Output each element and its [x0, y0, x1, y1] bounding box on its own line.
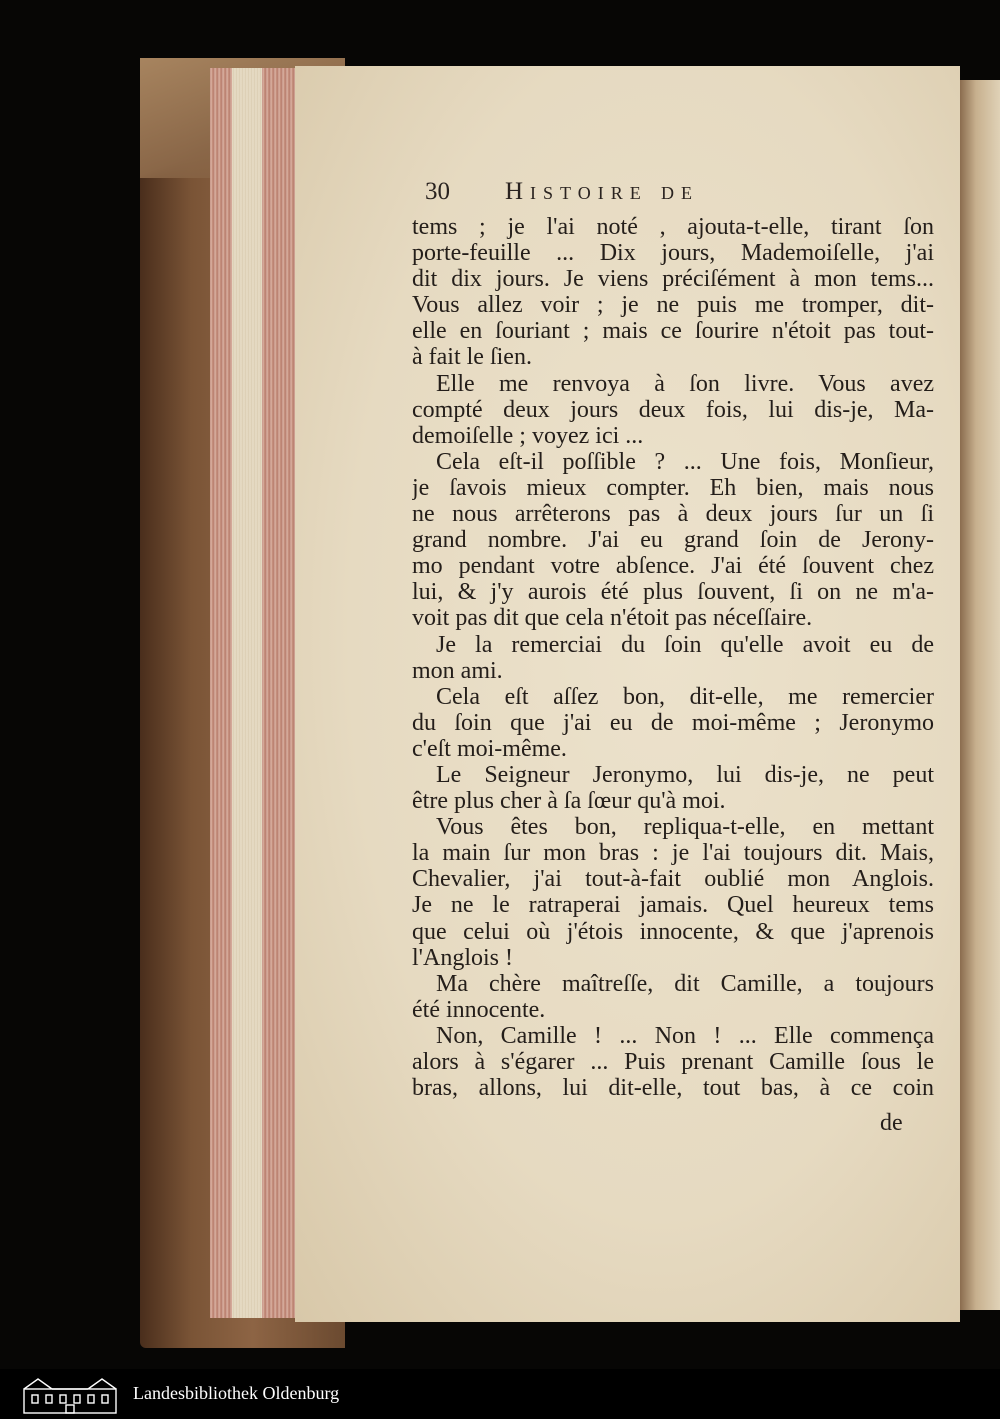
- text-line: Ma chère maîtreſſe, dit Camille, a toujours: [436, 970, 934, 997]
- text-line: que celui où j'étois innocente, & que j'aprenois: [412, 918, 934, 945]
- text-line: grand nombre. J'ai eu grand ſoin de Jerony-: [412, 527, 934, 554]
- text-line: porte-feuille ... Dix jours, Mademoiſelle, j'ai: [412, 240, 934, 267]
- text-line: à fait le ſien.: [412, 344, 532, 371]
- text-line: l'Anglois !: [412, 944, 513, 971]
- page-edges-light: [232, 68, 262, 1318]
- text-line: Non, Camille ! ... Non ! ... Elle commença: [436, 1022, 934, 1049]
- text-line: la main ſur mon bras : je l'ai toujours dit. Mais,: [412, 840, 934, 867]
- text-line: Vous êtes bon, repliqua-t-elle, en mettant: [436, 814, 934, 841]
- text-line: mo pendant votre abſence. J'ai été ſouvent chez: [412, 553, 934, 580]
- text-line: voit pas dit que cela n'étoit pas néceſſaire.: [412, 605, 813, 632]
- text-line: Je ne le ratraperai jamais. Quel heureux tems: [412, 892, 934, 919]
- text-line: mon ami.: [412, 657, 503, 684]
- text-line: Cela eſt aſſez bon, dit-elle, me remercier: [436, 683, 934, 710]
- footer-bar: [0, 1369, 1000, 1419]
- text-line: demoiſelle ; voyez ici ...: [412, 422, 644, 449]
- text-line: alors à s'égarer ... Puis prenant Camille ſous le: [412, 1049, 934, 1075]
- catchword: de: [880, 1110, 903, 1136]
- page-header: [425, 178, 945, 212]
- text-line: du ſoin que j'ai eu de moi-même ; Jeronymo: [412, 709, 934, 736]
- text-line: être plus cher à ſa ſœur qu'à moi.: [412, 788, 726, 815]
- text-line: je ſavois mieux compter. Eh bien, mais nous: [412, 474, 934, 501]
- text-line: dit dix jours. Je viens préciſément à mon tems...: [412, 266, 934, 293]
- text-line: ne nous arrêterons pas à deux jours ſur un ſi: [412, 501, 934, 528]
- text-line: Chevalier, j'ai tout-à-fait oublié mon Anglois.: [412, 866, 934, 893]
- page-text: [412, 214, 934, 1101]
- text-line: Vous allez voir ; je ne puis me tromper, dit-: [412, 292, 934, 319]
- text-line: compté deux jours deux fois, lui dis-je, Ma-: [412, 396, 934, 423]
- text-line: bras, allons, lui dit-elle, tout bas, à ce coin: [412, 1075, 934, 1102]
- text-line: elle en ſouriant ; mais ce ſourire n'étoit pas tout-: [412, 318, 934, 345]
- page-number: 30: [425, 178, 450, 205]
- text-line: tems ; je l'ai noté , ajouta-t-elle, tirant ſon: [412, 214, 934, 240]
- text-line: été innocente.: [412, 996, 546, 1023]
- text-line: c'eſt moi-même.: [412, 735, 567, 762]
- library-building-icon: [20, 1375, 120, 1415]
- running-head: Histoire de: [505, 178, 699, 205]
- text-line: lui, & j'y aurois été plus ſouvent, ſi on ne m'a-: [412, 579, 934, 606]
- library-name: Landesbibliothek Oldenburg: [133, 1383, 340, 1403]
- text-line: Le Seigneur Jeronymo, lui dis-je, ne peut: [436, 761, 934, 788]
- text-line: Je la remerciai du ſoin qu'elle avoit eu de: [436, 631, 934, 658]
- facing-page-edge: [960, 80, 1000, 1310]
- text-line: Elle me renvoya à ſon livre. Vous avez: [436, 370, 934, 397]
- text-line: Cela eſt-il poſſible ? ... Une fois, Monſieur,: [436, 448, 934, 475]
